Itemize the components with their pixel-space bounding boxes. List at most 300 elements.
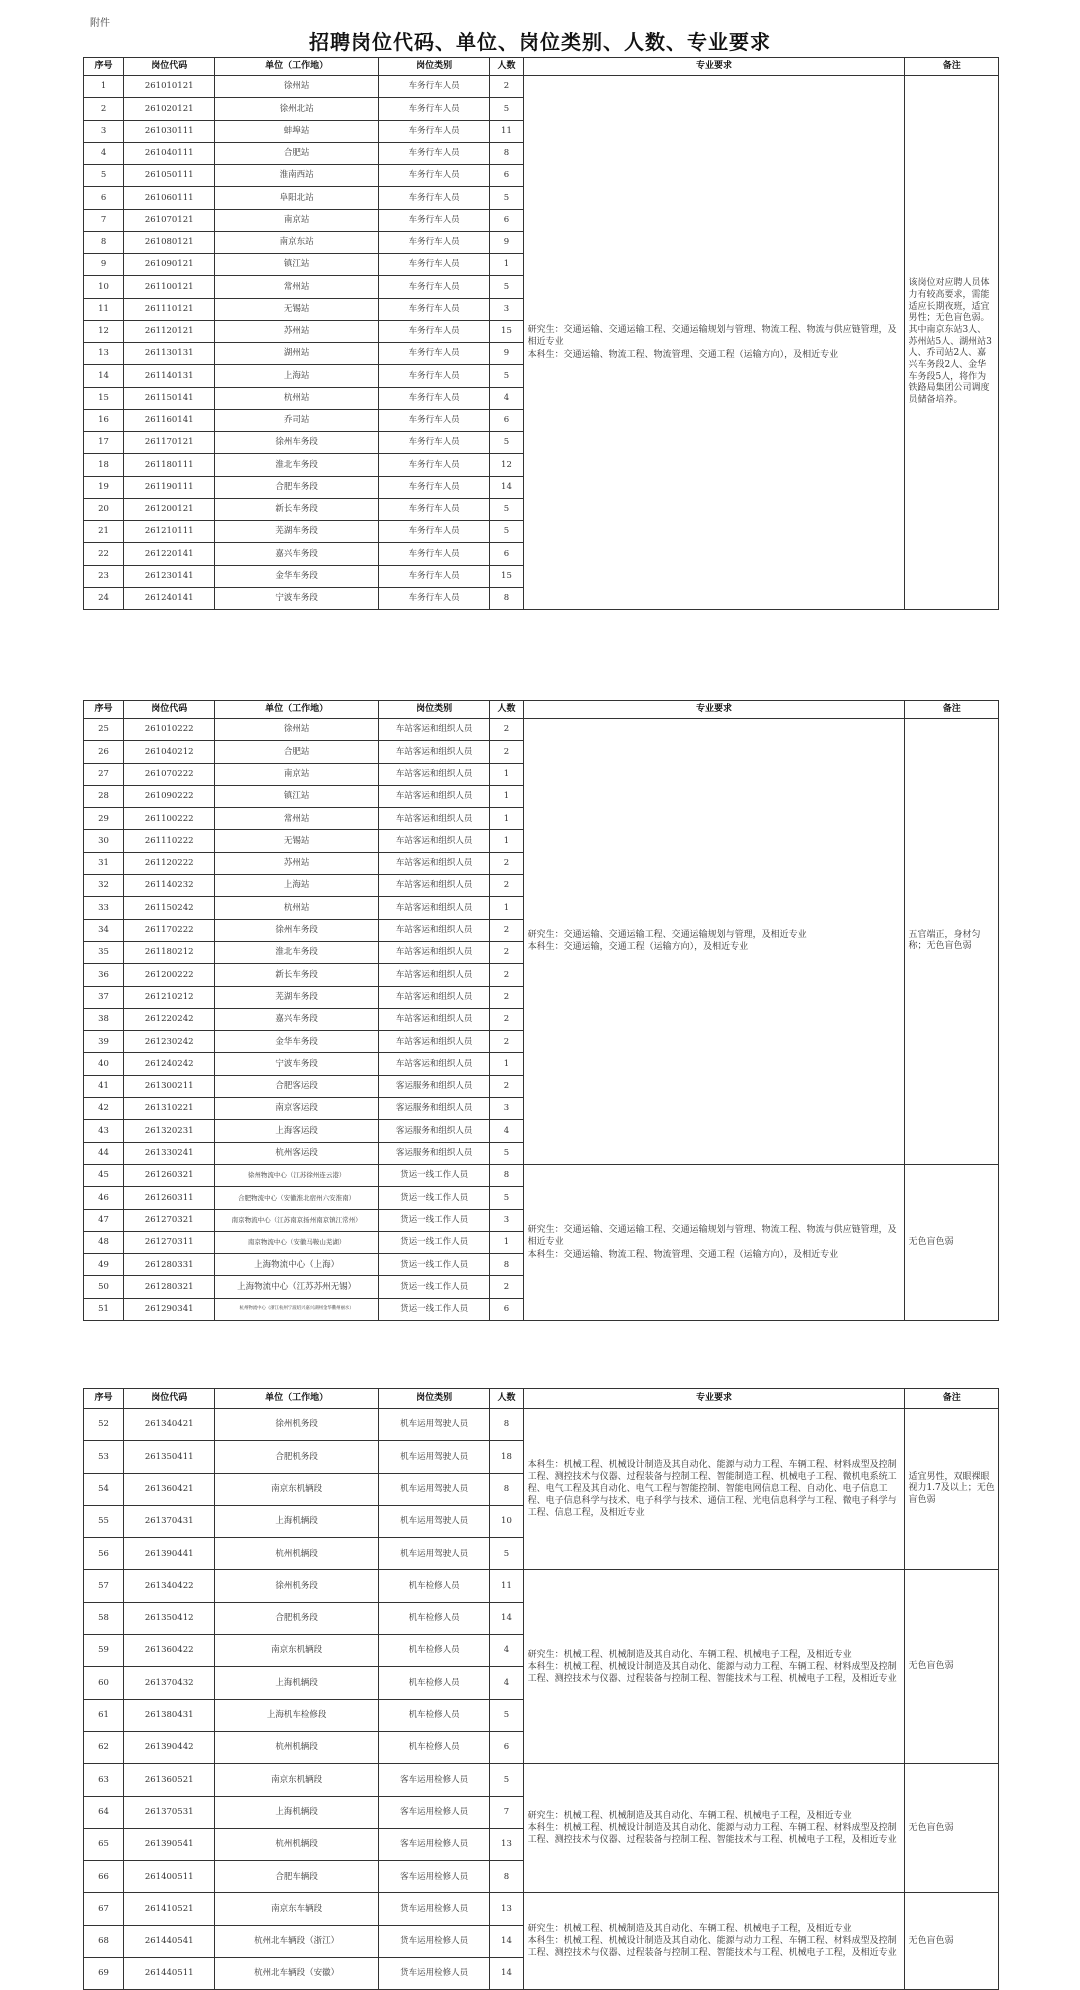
row-index: 15 bbox=[84, 387, 124, 409]
headcount: 2 bbox=[490, 1075, 523, 1097]
post-category: 车站客运和组织人员 bbox=[378, 1053, 489, 1075]
post-category: 车务行车人员 bbox=[378, 521, 489, 543]
headcount: 14 bbox=[490, 1925, 523, 1957]
headcount: 4 bbox=[490, 1635, 523, 1667]
headcount: 5 bbox=[490, 521, 523, 543]
unit-name: 宁波车务段 bbox=[215, 587, 379, 609]
post-code: 261110222 bbox=[124, 830, 215, 852]
headcount: 5 bbox=[490, 1187, 523, 1209]
post-code: 261150242 bbox=[124, 897, 215, 919]
remarks-cell: 适宜男性，双眼裸眼视力1.7及以上；无色盲色弱 bbox=[905, 1409, 999, 1570]
headcount: 5 bbox=[490, 276, 523, 298]
unit-name: 无锡站 bbox=[215, 830, 379, 852]
post-code: 261260321 bbox=[124, 1164, 215, 1186]
headcount: 5 bbox=[490, 1764, 523, 1796]
post-category: 客车运用检修人员 bbox=[378, 1764, 489, 1796]
row-index: 69 bbox=[84, 1958, 124, 1990]
post-code: 261270311 bbox=[124, 1231, 215, 1253]
post-code: 261280331 bbox=[124, 1254, 215, 1276]
headcount: 2 bbox=[490, 919, 523, 941]
headcount: 2 bbox=[490, 1276, 523, 1298]
post-code: 261040111 bbox=[124, 142, 215, 164]
unit-name: 宁波车务段 bbox=[215, 1053, 379, 1075]
post-category: 车务行车人员 bbox=[378, 254, 489, 276]
header-post-code: 岗位代码 bbox=[124, 58, 215, 76]
table-row bbox=[84, 719, 999, 741]
post-code: 261070121 bbox=[124, 209, 215, 231]
row-index: 44 bbox=[84, 1142, 124, 1164]
header-unit: 单位（工作地） bbox=[215, 1389, 379, 1409]
remarks-cell: 无色盲色弱 bbox=[905, 1764, 999, 1893]
header-index: 序号 bbox=[84, 1389, 124, 1409]
row-index: 62 bbox=[84, 1731, 124, 1763]
headcount: 5 bbox=[490, 1538, 523, 1570]
headcount: 13 bbox=[490, 1893, 523, 1925]
headcount: 2 bbox=[490, 76, 523, 98]
row-index: 13 bbox=[84, 343, 124, 365]
row-index: 37 bbox=[84, 986, 124, 1008]
post-code: 261190111 bbox=[124, 476, 215, 498]
post-category: 车务行车人员 bbox=[378, 231, 489, 253]
unit-name: 徐州机务段 bbox=[215, 1409, 379, 1441]
post-category: 客车运用检修人员 bbox=[378, 1861, 489, 1893]
headcount: 6 bbox=[490, 1298, 523, 1320]
unit-name: 淮南西站 bbox=[215, 165, 379, 187]
post-code: 261060111 bbox=[124, 187, 215, 209]
post-code: 261140131 bbox=[124, 365, 215, 387]
post-category: 货运一线工作人员 bbox=[378, 1164, 489, 1186]
headcount: 6 bbox=[490, 165, 523, 187]
headcount: 8 bbox=[490, 1473, 523, 1505]
headcount: 12 bbox=[490, 454, 523, 476]
headcount: 2 bbox=[490, 941, 523, 963]
post-code: 261010121 bbox=[124, 76, 215, 98]
row-index: 63 bbox=[84, 1764, 124, 1796]
headcount: 6 bbox=[490, 1731, 523, 1763]
post-code: 261020121 bbox=[124, 98, 215, 120]
table-row bbox=[84, 1164, 999, 1186]
headcount: 2 bbox=[490, 964, 523, 986]
post-category: 客运服务和组织人员 bbox=[378, 1120, 489, 1142]
post-category: 机车检修人员 bbox=[378, 1699, 489, 1731]
post-category: 车务行车人员 bbox=[378, 543, 489, 565]
post-code: 261100121 bbox=[124, 276, 215, 298]
unit-name: 嘉兴车务段 bbox=[215, 543, 379, 565]
row-index: 65 bbox=[84, 1828, 124, 1860]
headcount: 3 bbox=[490, 1209, 523, 1231]
post-category: 车务行车人员 bbox=[378, 120, 489, 142]
headcount: 15 bbox=[490, 320, 523, 342]
headcount: 2 bbox=[490, 875, 523, 897]
unit-name: 上海站 bbox=[215, 875, 379, 897]
unit-name: 徐州车务段 bbox=[215, 432, 379, 454]
row-index: 11 bbox=[84, 298, 124, 320]
row-index: 5 bbox=[84, 165, 124, 187]
post-code: 261180212 bbox=[124, 941, 215, 963]
headcount: 14 bbox=[490, 476, 523, 498]
row-index: 52 bbox=[84, 1409, 124, 1441]
unit-name: 上海机辆段 bbox=[215, 1796, 379, 1828]
headcount: 1 bbox=[490, 763, 523, 785]
row-index: 55 bbox=[84, 1505, 124, 1537]
post-category: 机车检修人员 bbox=[378, 1731, 489, 1763]
post-code: 261090222 bbox=[124, 785, 215, 807]
unit-name: 杭州客运段 bbox=[215, 1142, 379, 1164]
headcount: 6 bbox=[490, 409, 523, 431]
unit-name: 苏州站 bbox=[215, 852, 379, 874]
row-index: 43 bbox=[84, 1120, 124, 1142]
headcount: 3 bbox=[490, 1098, 523, 1120]
table-row bbox=[84, 1570, 999, 1602]
unit-name: 合肥客运段 bbox=[215, 1075, 379, 1097]
header-count: 人数 bbox=[490, 1389, 523, 1409]
unit-name: 合肥物流中心（安徽淮北宿州六安淮南） bbox=[215, 1187, 379, 1209]
row-index: 14 bbox=[84, 365, 124, 387]
headcount: 3 bbox=[490, 298, 523, 320]
post-category: 货运一线工作人员 bbox=[378, 1298, 489, 1320]
row-index: 21 bbox=[84, 521, 124, 543]
post-code: 261170121 bbox=[124, 432, 215, 454]
row-index: 51 bbox=[84, 1298, 124, 1320]
row-index: 7 bbox=[84, 209, 124, 231]
table-header-row bbox=[84, 1389, 999, 1409]
post-category: 机车运用驾驶人员 bbox=[378, 1409, 489, 1441]
header-remarks: 备注 bbox=[905, 1389, 999, 1409]
header-index: 序号 bbox=[84, 701, 124, 719]
header-count: 人数 bbox=[490, 701, 523, 719]
header-post-code: 岗位代码 bbox=[124, 1389, 215, 1409]
row-index: 50 bbox=[84, 1276, 124, 1298]
post-category: 机车检修人员 bbox=[378, 1570, 489, 1602]
post-code: 261110121 bbox=[124, 298, 215, 320]
headcount: 15 bbox=[490, 565, 523, 587]
post-code: 261290341 bbox=[124, 1298, 215, 1320]
row-index: 3 bbox=[84, 120, 124, 142]
headcount: 2 bbox=[490, 852, 523, 874]
table-row bbox=[84, 1764, 999, 1796]
unit-name: 上海物流中心（上海） bbox=[215, 1254, 379, 1276]
post-category: 车站客运和组织人员 bbox=[378, 964, 489, 986]
unit-name: 南京东车辆段 bbox=[215, 1893, 379, 1925]
requirements-cell: 研究生：机械工程、机械制造及其自动化、车辆工程、机械电子工程，及相近专业 本科生：机械工程、机械设计制造及其自动化、能源与动力工程、车辆工程、材料成型及控制工程、测控技术与仪器、过程装备与控制工程、智能技术与工程、机械电子工程，及相近专业 bbox=[523, 1764, 905, 1893]
post-code: 261230242 bbox=[124, 1031, 215, 1053]
row-index: 30 bbox=[84, 830, 124, 852]
headcount: 4 bbox=[490, 1120, 523, 1142]
post-code: 261130131 bbox=[124, 343, 215, 365]
headcount: 5 bbox=[490, 365, 523, 387]
headcount: 10 bbox=[490, 1505, 523, 1537]
row-index: 17 bbox=[84, 432, 124, 454]
post-category: 车站客运和组织人员 bbox=[378, 1031, 489, 1053]
row-index: 27 bbox=[84, 763, 124, 785]
row-index: 68 bbox=[84, 1925, 124, 1957]
post-code: 261360521 bbox=[124, 1764, 215, 1796]
row-index: 6 bbox=[84, 187, 124, 209]
table-header-row bbox=[84, 58, 999, 76]
post-code: 261200222 bbox=[124, 964, 215, 986]
post-category: 车务行车人员 bbox=[378, 187, 489, 209]
unit-name: 杭州机辆段 bbox=[215, 1538, 379, 1570]
post-category: 机车检修人员 bbox=[378, 1635, 489, 1667]
headcount: 1 bbox=[490, 897, 523, 919]
post-code: 261200121 bbox=[124, 498, 215, 520]
unit-name: 蚌埠站 bbox=[215, 120, 379, 142]
post-category: 货运一线工作人员 bbox=[378, 1231, 489, 1253]
post-code: 261300211 bbox=[124, 1075, 215, 1097]
headcount: 9 bbox=[490, 231, 523, 253]
header-requirements: 专业要求 bbox=[523, 58, 905, 76]
row-index: 29 bbox=[84, 808, 124, 830]
row-index: 4 bbox=[84, 142, 124, 164]
post-category: 机车运用驾驶人员 bbox=[378, 1538, 489, 1570]
post-category: 车站客运和组织人员 bbox=[378, 808, 489, 830]
post-category: 客运服务和组织人员 bbox=[378, 1098, 489, 1120]
unit-name: 上海物流中心（江苏苏州无锡） bbox=[215, 1276, 379, 1298]
unit-name: 合肥站 bbox=[215, 741, 379, 763]
post-category: 机车检修人员 bbox=[378, 1667, 489, 1699]
headcount: 7 bbox=[490, 1796, 523, 1828]
row-index: 46 bbox=[84, 1187, 124, 1209]
post-category: 机车运用驾驶人员 bbox=[378, 1505, 489, 1537]
headcount: 8 bbox=[490, 587, 523, 609]
unit-name: 杭州物流中心（浙江杭州宁波绍兴嘉兴湖州金华衢州丽水） bbox=[215, 1298, 379, 1320]
unit-name: 合肥车辆段 bbox=[215, 1861, 379, 1893]
remarks-cell: 五官端正，身材匀称；无色盲色弱 bbox=[905, 719, 999, 1165]
row-index: 60 bbox=[84, 1667, 124, 1699]
row-index: 59 bbox=[84, 1635, 124, 1667]
row-index: 38 bbox=[84, 1008, 124, 1030]
post-category: 车站客运和组织人员 bbox=[378, 941, 489, 963]
post-code: 261380431 bbox=[124, 1699, 215, 1731]
headcount: 1 bbox=[490, 808, 523, 830]
row-index: 33 bbox=[84, 897, 124, 919]
post-code: 261120121 bbox=[124, 320, 215, 342]
unit-name: 杭州北车辆段（浙江） bbox=[215, 1925, 379, 1957]
unit-name: 徐州站 bbox=[215, 719, 379, 741]
unit-name: 南京东机辆段 bbox=[215, 1635, 379, 1667]
post-category: 车务行车人员 bbox=[378, 320, 489, 342]
unit-name: 无锡站 bbox=[215, 298, 379, 320]
unit-name: 杭州北车辆段（安徽） bbox=[215, 1958, 379, 1990]
unit-name: 上海机车检修段 bbox=[215, 1699, 379, 1731]
headcount: 1 bbox=[490, 830, 523, 852]
row-index: 45 bbox=[84, 1164, 124, 1186]
post-category: 车务行车人员 bbox=[378, 98, 489, 120]
header-index: 序号 bbox=[84, 58, 124, 76]
post-category: 车务行车人员 bbox=[378, 454, 489, 476]
post-category: 车站客运和组织人员 bbox=[378, 741, 489, 763]
unit-name: 徐州站 bbox=[215, 76, 379, 98]
header-requirements: 专业要求 bbox=[523, 701, 905, 719]
post-code: 261360421 bbox=[124, 1473, 215, 1505]
post-code: 261070222 bbox=[124, 763, 215, 785]
post-category: 车务行车人员 bbox=[378, 565, 489, 587]
post-category: 车站客运和组织人员 bbox=[378, 785, 489, 807]
post-code: 261370431 bbox=[124, 1505, 215, 1537]
row-index: 32 bbox=[84, 875, 124, 897]
unit-name: 南京东机辆段 bbox=[215, 1764, 379, 1796]
post-code: 261040212 bbox=[124, 741, 215, 763]
unit-name: 徐州机务段 bbox=[215, 1570, 379, 1602]
post-category: 货运一线工作人员 bbox=[378, 1187, 489, 1209]
post-code: 261410521 bbox=[124, 1893, 215, 1925]
post-code: 261360422 bbox=[124, 1635, 215, 1667]
post-code: 261350411 bbox=[124, 1441, 215, 1473]
post-category: 货车运用检修人员 bbox=[378, 1893, 489, 1925]
unit-name: 镇江站 bbox=[215, 254, 379, 276]
headcount: 2 bbox=[490, 1008, 523, 1030]
headcount: 11 bbox=[490, 1570, 523, 1602]
row-index: 47 bbox=[84, 1209, 124, 1231]
headcount: 18 bbox=[490, 1441, 523, 1473]
post-code: 261330241 bbox=[124, 1142, 215, 1164]
unit-name: 金华车务段 bbox=[215, 565, 379, 587]
remarks-cell: 无色盲色弱 bbox=[905, 1893, 999, 1990]
row-index: 61 bbox=[84, 1699, 124, 1731]
row-index: 64 bbox=[84, 1796, 124, 1828]
header-category: 岗位类别 bbox=[378, 58, 489, 76]
post-category: 车务行车人员 bbox=[378, 365, 489, 387]
recruitment-table-1 bbox=[83, 57, 999, 610]
post-code: 261220242 bbox=[124, 1008, 215, 1030]
post-code: 261140232 bbox=[124, 875, 215, 897]
unit-name: 淮北车务段 bbox=[215, 454, 379, 476]
post-category: 车务行车人员 bbox=[378, 409, 489, 431]
post-code: 261150141 bbox=[124, 387, 215, 409]
post-category: 货车运用检修人员 bbox=[378, 1958, 489, 1990]
header-unit: 单位（工作地） bbox=[215, 701, 379, 719]
post-category: 客运服务和组织人员 bbox=[378, 1075, 489, 1097]
requirements-cell: 研究生：机械工程、机械制造及其自动化、车辆工程、机械电子工程，及相近专业 本科生：机械工程、机械设计制造及其自动化、能源与动力工程、车辆工程、材料成型及控制工程、测控技术与仪器、过程装备与控制工程、智能技术与工程、机械电子工程，及相近专业 bbox=[523, 1570, 905, 1764]
unit-name: 合肥车务段 bbox=[215, 476, 379, 498]
headcount: 5 bbox=[490, 187, 523, 209]
header-category: 岗位类别 bbox=[378, 1389, 489, 1409]
post-category: 车务行车人员 bbox=[378, 298, 489, 320]
requirements-cell: 研究生：机械工程、机械制造及其自动化、车辆工程、机械电子工程，及相近专业 本科生：机械工程、机械设计制造及其自动化、能源与动力工程、车辆工程、材料成型及控制工程、测控技术与仪器、过程装备与控制工程、智能技术与工程、机械电子工程，及相近专业 bbox=[523, 1893, 905, 1990]
header-count: 人数 bbox=[490, 58, 523, 76]
table-continuation-edge bbox=[83, 1980, 999, 1989]
row-index: 8 bbox=[84, 231, 124, 253]
unit-name: 南京站 bbox=[215, 209, 379, 231]
unit-name: 嘉兴车务段 bbox=[215, 1008, 379, 1030]
post-code: 261400511 bbox=[124, 1861, 215, 1893]
post-code: 261170222 bbox=[124, 919, 215, 941]
unit-name: 杭州机辆段 bbox=[215, 1828, 379, 1860]
row-index: 57 bbox=[84, 1570, 124, 1602]
headcount: 2 bbox=[490, 986, 523, 1008]
post-category: 车站客运和组织人员 bbox=[378, 830, 489, 852]
headcount: 2 bbox=[490, 1031, 523, 1053]
headcount: 1 bbox=[490, 1231, 523, 1253]
unit-name: 常州站 bbox=[215, 276, 379, 298]
headcount: 5 bbox=[490, 1142, 523, 1164]
headcount: 14 bbox=[490, 1958, 523, 1990]
unit-name: 合肥站 bbox=[215, 142, 379, 164]
unit-name: 徐州物流中心（江苏徐州连云港） bbox=[215, 1164, 379, 1186]
unit-name: 苏州站 bbox=[215, 320, 379, 342]
table-row bbox=[84, 76, 999, 98]
requirements-cell: 研究生：交通运输、交通运输工程、交通运输规划与管理，及相近专业 本科生：交通运输，交通工程（运输方向），及相近专业 bbox=[523, 719, 905, 1165]
row-index: 39 bbox=[84, 1031, 124, 1053]
post-code: 261270321 bbox=[124, 1209, 215, 1231]
document-title: 招聘岗位代码、单位、岗位类别、人数、专业要求 bbox=[309, 30, 771, 54]
post-category: 车务行车人员 bbox=[378, 387, 489, 409]
headcount: 11 bbox=[490, 120, 523, 142]
row-index: 28 bbox=[84, 785, 124, 807]
headcount: 2 bbox=[490, 741, 523, 763]
post-category: 车务行车人员 bbox=[378, 165, 489, 187]
post-code: 261230141 bbox=[124, 565, 215, 587]
post-code: 261370531 bbox=[124, 1796, 215, 1828]
headcount: 1 bbox=[490, 1053, 523, 1075]
post-category: 客车运用检修人员 bbox=[378, 1828, 489, 1860]
headcount: 2 bbox=[490, 719, 523, 741]
unit-name: 上海机辆段 bbox=[215, 1667, 379, 1699]
post-category: 货运一线工作人员 bbox=[378, 1254, 489, 1276]
row-index: 54 bbox=[84, 1473, 124, 1505]
remarks-cell: 无色盲色弱 bbox=[905, 1164, 999, 1320]
post-category: 车站客运和组织人员 bbox=[378, 1008, 489, 1030]
post-category: 机车运用驾驶人员 bbox=[378, 1441, 489, 1473]
headcount: 9 bbox=[490, 343, 523, 365]
row-index: 2 bbox=[84, 98, 124, 120]
post-code: 261370432 bbox=[124, 1667, 215, 1699]
post-category: 车站客运和组织人员 bbox=[378, 919, 489, 941]
unit-name: 上海机辆段 bbox=[215, 1505, 379, 1537]
post-category: 车站客运和组织人员 bbox=[378, 852, 489, 874]
unit-name: 芜湖车务段 bbox=[215, 521, 379, 543]
row-index: 42 bbox=[84, 1098, 124, 1120]
unit-name: 南京东站 bbox=[215, 231, 379, 253]
unit-name: 徐州北站 bbox=[215, 98, 379, 120]
post-code: 261210212 bbox=[124, 986, 215, 1008]
post-code: 261320231 bbox=[124, 1120, 215, 1142]
recruitment-table-3 bbox=[83, 1388, 999, 1990]
remarks-cell: 该岗位对应聘人员体力有较高要求，需能适应长期夜班，适宜男性；无色盲色弱。其中南京东站3人、苏州站5人、湖州站3人、乔司站2人、嘉兴车务段2人、金华车务段5人，将作为铁路局集团公司调度员储备培养。 bbox=[905, 76, 999, 610]
post-code: 261340422 bbox=[124, 1570, 215, 1602]
row-index: 12 bbox=[84, 320, 124, 342]
post-category: 客运服务和组织人员 bbox=[378, 1142, 489, 1164]
post-code: 261050111 bbox=[124, 165, 215, 187]
headcount: 8 bbox=[490, 1409, 523, 1441]
headcount: 5 bbox=[490, 498, 523, 520]
row-index: 56 bbox=[84, 1538, 124, 1570]
row-index: 24 bbox=[84, 587, 124, 609]
post-category: 车站客运和组织人员 bbox=[378, 986, 489, 1008]
post-code: 261390541 bbox=[124, 1828, 215, 1860]
headcount: 1 bbox=[490, 785, 523, 807]
post-category: 车务行车人员 bbox=[378, 276, 489, 298]
requirements-cell: 研究生：交通运输、交通运输工程、交通运输规划与管理、物流工程、物流与供应链管理，及相近专业 本科生：交通运输、物流工程、物流管理、交通工程（运输方向），及相近专业 bbox=[523, 76, 905, 610]
headcount: 8 bbox=[490, 1254, 523, 1276]
header-remarks: 备注 bbox=[905, 58, 999, 76]
recruitment-table-2 bbox=[83, 700, 999, 1321]
headcount: 5 bbox=[490, 1699, 523, 1731]
row-index: 10 bbox=[84, 276, 124, 298]
unit-name: 镇江站 bbox=[215, 785, 379, 807]
unit-name: 南京东机辆段 bbox=[215, 1473, 379, 1505]
unit-name: 合肥机务段 bbox=[215, 1441, 379, 1473]
unit-name: 徐州车务段 bbox=[215, 919, 379, 941]
post-code: 261210111 bbox=[124, 521, 215, 543]
unit-name: 芜湖车务段 bbox=[215, 986, 379, 1008]
post-category: 车务行车人员 bbox=[378, 476, 489, 498]
header-requirements: 专业要求 bbox=[523, 1389, 905, 1409]
post-category: 车站客运和组织人员 bbox=[378, 763, 489, 785]
post-category: 机车运用驾驶人员 bbox=[378, 1473, 489, 1505]
row-index: 41 bbox=[84, 1075, 124, 1097]
header-post-code: 岗位代码 bbox=[124, 701, 215, 719]
